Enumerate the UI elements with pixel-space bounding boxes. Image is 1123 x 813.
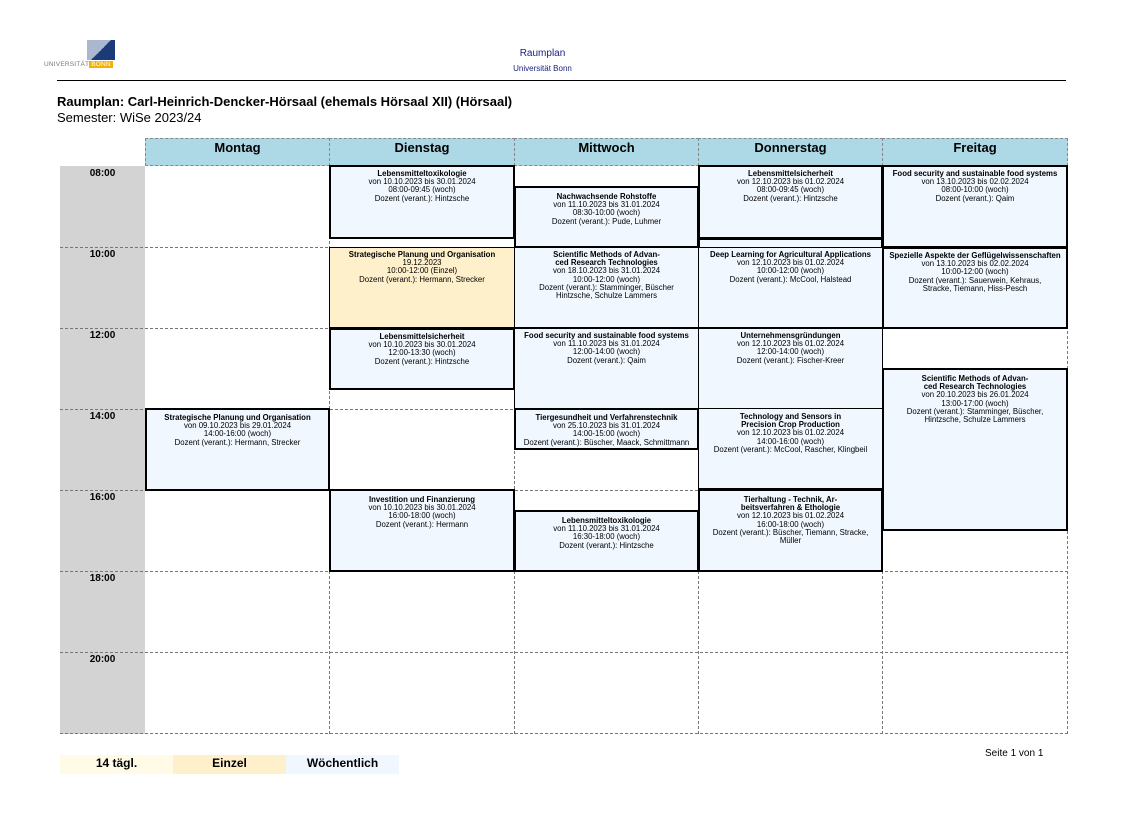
event-block[interactable]: Tiergesundheit und Verfahrenstechnik von 25.10.2023 bis 31.01.2024 14:00-15:00 (woch) Dozent (verant.): Büscher, Maack, Schmittmann [514, 408, 699, 450]
event-block[interactable]: Lebensmittelsicherheit von 10.10.2023 bis 30.01.2024 12:00-13:30 (woch) Dozent (verant.): Hintzsche [329, 328, 515, 390]
event-block[interactable]: Unternehmensgründungen von 12.10.2023 bis 01.02.2024 12:00-14:00 (woch) Dozent (verant.): Fischer-Kreer [698, 328, 883, 409]
event-block[interactable]: Technology and Sensors in Precision Crop Production von 12.10.2023 bis 01.02.2024 14:00-16:00 (woch) Dozent (verant.): McCool, Rascher, Klingbeil [698, 408, 883, 489]
event-block[interactable]: Food security and sustainable food systems von 13.10.2023 bis 02.02.2024 08:00-10:00 (woch) Dozent (verant.): Qaim [882, 165, 1068, 248]
legend-einzel: Einzel [173, 755, 286, 774]
time-label: 12:00 [89, 330, 116, 341]
day-header-mittwoch: Mittwoch [514, 138, 699, 166]
day-header-montag: Montag [145, 138, 330, 166]
event-block[interactable]: Scientific Methods of Advan- ced Research Technologies von 20.10.2023 bis 26.01.2024 13:00-17:00 (woch) Dozent (verant.): Stamminger, Büscher, Hintzsche, Schulze Lammers [882, 368, 1068, 531]
event-block[interactable]: Deep Learning for Agricultural Applications von 12.10.2023 bis 01.02.2024 10:00-12:00 (woch) Dozent (verant.): McCool, Halstead [698, 247, 883, 328]
header-title: Raumplan [519, 48, 566, 59]
event-block[interactable]: Spezielle Aspekte der Geflügelwissenschaften von 13.10.2023 bis 02.02.2024 10:00-12:00 (woch) Dozent (verant.): Sauerwein, Kehraus, Stracke, Tiemann, Hiss-Pesch [882, 247, 1068, 329]
time-label: 20:00 [89, 654, 116, 665]
room-title: Raumplan: Carl-Heinrich-Dencker-Hörsaal (ehemals Hörsaal XII) (Hörsaal) [57, 94, 513, 109]
event-block-einzel[interactable]: Strategische Planung und Organisation 19.12.2023 10:00-12:00 (Einzel) Dozent (verant.): Hermann, Strecker [329, 247, 515, 328]
event-block[interactable]: Lebensmittelsicherheit von 12.10.2023 bis 01.02.2024 08:00-09:45 (woch) Dozent (verant.): Hintzsche [698, 165, 883, 239]
day-header-donnerstag: Donnerstag [698, 138, 883, 166]
event-block[interactable]: Strategische Planung und Organisation von 09.10.2023 bis 29.01.2024 14:00-16:00 (woch) Dozent (verant.): Hermann, Strecker [145, 408, 330, 491]
time-label: 16:00 [89, 492, 116, 503]
header-subtitle: Universität Bonn [513, 64, 572, 73]
legend [60, 755, 399, 774]
legend-woechentlich: Wöchentlich [286, 755, 399, 774]
header-divider [57, 80, 1066, 81]
page-number: Seite 1 von 1 [985, 748, 1044, 759]
event-block[interactable]: Nachwachsende Rohstoffe von 11.10.2023 bis 31.01.2024 08:30-10:00 (woch) Dozent (verant.): Pude, Luhmer [514, 186, 699, 248]
event-block[interactable]: Food security and sustainable food systems von 11.10.2023 bis 31.01.2024 12:00-14:00 (woch) Dozent (verant.): Qaim [514, 328, 699, 409]
event-block[interactable]: Lebensmitteltoxikologie von 10.10.2023 bis 30.01.2024 08:00-09:45 (woch) Dozent (verant.): Hintzsche [329, 165, 515, 239]
time-label: 10:00 [89, 249, 116, 260]
event-block[interactable]: Lebensmitteltoxikologie von 11.10.2023 bis 31.01.2024 16:30-18:00 (woch) Dozent (verant.): Hintzsche [514, 510, 699, 572]
day-header-dienstag: Dienstag [329, 138, 515, 166]
legend-14-taeglich: 14 tägl. [60, 755, 173, 774]
timetable-grid [60, 138, 1068, 734]
event-block[interactable]: Investition und Finanzierung von 10.10.2023 bis 30.01.2024 16:00-18:00 (woch) Dozent (verant.): Hermann [329, 489, 515, 572]
row-divider [60, 733, 1068, 734]
day-header-freitag: Freitag [882, 138, 1068, 166]
time-label: 08:00 [89, 168, 116, 179]
semester-label: Semester: WiSe 2023/24 [57, 110, 202, 125]
time-label: 14:00 [89, 411, 116, 422]
event-block[interactable]: Scientific Methods of Advan- ced Research Technologies von 18.10.2023 bis 31.01.2024 10:00-12:00 (woch) Dozent (verant.): Stamminger, Büscher Hintzsche, Schulze Lammers [514, 247, 699, 328]
logo-wordmark: UNIVERSITÄT BONN [44, 61, 111, 68]
time-label: 18:00 [89, 573, 116, 584]
event-block[interactable]: Tierhaltung - Technik, Ar- beitsverfahren & Ethologie von 12.10.2023 bis 01.02.2024 16:00-18:00 (woch) Dozent (verant.): Büscher, Tiemann, Stracke, Müller [698, 489, 883, 572]
row-divider [60, 652, 1068, 653]
